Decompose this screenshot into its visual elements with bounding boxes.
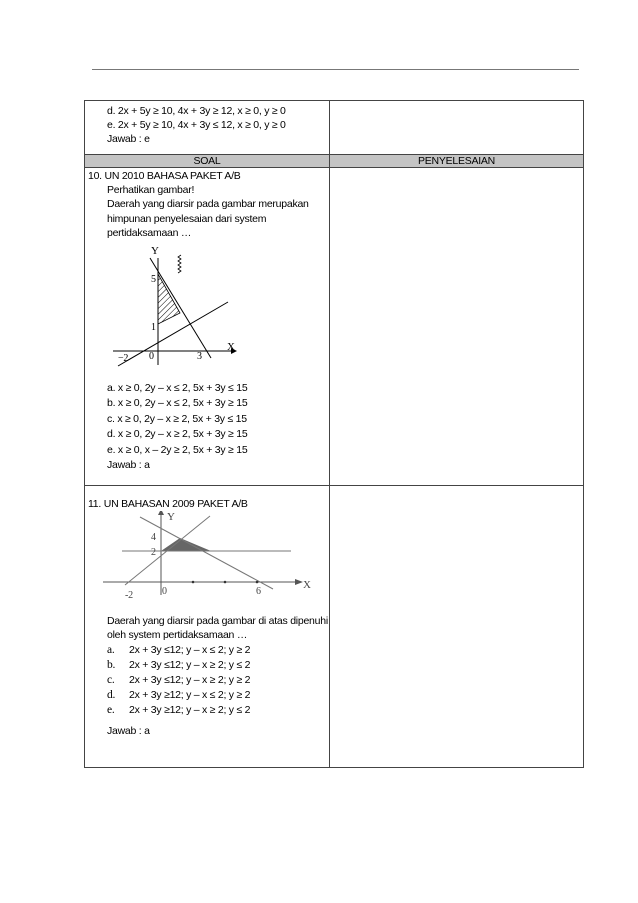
question-11-line: oleh system pertidaksamaan … <box>107 629 248 642</box>
option-text: 2x + 3y ≤12; y – x ≥ 2; y ≥ 2 <box>129 673 251 686</box>
question-10-line: Daerah yang diarsir pada gambar merupakan <box>107 198 309 211</box>
shaded-region <box>158 274 180 324</box>
option-letter: d. <box>107 688 116 701</box>
question-11-cell <box>85 486 330 768</box>
option-text: 2x + 3y ≥12; y – x ≥ 2; y ≤ 2 <box>129 703 251 716</box>
axis-point <box>224 581 227 584</box>
option-text: 2x + 3y ≤12; y – x ≥ 2; y ≤ 2 <box>129 658 251 671</box>
hatch-marks-icon <box>178 255 181 273</box>
tick-label-3: 3 <box>197 351 202 363</box>
page-top-rule <box>92 69 579 70</box>
option-letter: a. <box>107 643 115 656</box>
y-axis-arrow-icon <box>158 511 164 515</box>
tick-label-4: 4 <box>151 532 156 544</box>
question-11-line: Daerah yang diarsir pada gambar di atas dipenuhi <box>107 615 328 628</box>
tick-label-0: 0 <box>149 351 154 363</box>
tick-label-5: 5 <box>151 274 156 286</box>
continuation-row <box>85 101 584 155</box>
option-a <box>85 643 329 658</box>
question-table <box>84 100 584 768</box>
question-10-penyelesaian-cell <box>330 168 584 486</box>
option-b <box>85 658 329 673</box>
question-10-line: Perhatikan gambar! <box>107 184 195 197</box>
question-10-row <box>85 168 584 486</box>
tick-label-neg2: -2 <box>125 590 133 602</box>
axis-point <box>256 581 259 584</box>
option-d: d. x ≥ 0, 2y – x ≥ 2, 5x + 3y ≥ 15 <box>107 428 248 441</box>
header-penyelesaian: PENYELESAIAN <box>330 155 584 168</box>
header-soal: SOAL <box>85 155 330 168</box>
y-axis-label: Y <box>151 245 159 258</box>
option-a: a. x ≥ 0, 2y – x ≤ 2, 5x + 3y ≤ 15 <box>107 382 248 395</box>
continuation-penyelesaian-cell <box>330 101 584 155</box>
option-letter: c. <box>107 673 115 686</box>
option-e <box>85 703 329 718</box>
question-11-penyelesaian-cell <box>330 486 584 768</box>
tick-label-6: 6 <box>256 586 261 598</box>
x-axis-label: X <box>303 579 311 592</box>
question-10-line: himpunan penyelesaian dari system <box>107 212 267 225</box>
answer-text: Jawab : a <box>107 724 150 737</box>
question-11-graph <box>85 511 330 609</box>
option-e: e. x ≥ 0, x – 2y ≥ 2, 5x + 3y ≥ 15 <box>107 443 248 456</box>
question-10-graph <box>85 240 330 376</box>
option-text: 2x + 3y ≥12; y – x ≤ 2; y ≥ 2 <box>129 688 251 701</box>
option-d: d. 2x + 5y ≥ 10, 4x + 3y ≥ 12, x ≥ 0, y ≥ 0 <box>107 105 286 117</box>
question-11-title: 11. UN BAHASAN 2009 PAKET A/B <box>88 498 248 510</box>
option-b: b. x ≥ 0, 2y – x ≤ 2, 5x + 3y ≥ 15 <box>107 397 248 410</box>
option-c: c. x ≥ 0, 2y – x ≥ 2, 5x + 3y ≤ 15 <box>107 412 247 425</box>
y-axis-label: Y <box>167 511 175 524</box>
option-letter: e. <box>107 703 115 716</box>
continuation-soal-cell <box>85 101 330 155</box>
question-10-cell <box>85 168 330 486</box>
axis-point <box>192 581 195 584</box>
x-axis-label: X <box>227 341 235 354</box>
tick-label-2: 2 <box>151 547 156 559</box>
x-axis-arrow-icon <box>295 579 303 585</box>
option-text: 2x + 3y ≤12; y – x ≤ 2; y ≥ 2 <box>129 643 251 656</box>
table-header-row <box>85 155 584 168</box>
tick-label-0: 0 <box>162 586 167 598</box>
question-10-title: 10. UN 2010 BAHASA PAKET A/B <box>88 170 241 182</box>
option-letter: b. <box>107 658 116 671</box>
option-d <box>85 688 329 703</box>
option-e: e. 2x + 5y ≥ 10, 4x + 3y ≤ 12, x ≥ 0, y ≥ 0 <box>107 119 286 132</box>
question-11-row <box>85 486 584 768</box>
tick-label-neg2: −2 <box>118 353 129 365</box>
answer-text: Jawab : e <box>107 133 150 146</box>
line-2x-3y-12 <box>140 517 273 589</box>
answer-text: Jawab : a <box>107 459 150 472</box>
question-10-line: pertidaksamaan … <box>107 226 192 239</box>
option-c <box>85 673 329 688</box>
tick-label-1: 1 <box>151 322 156 334</box>
